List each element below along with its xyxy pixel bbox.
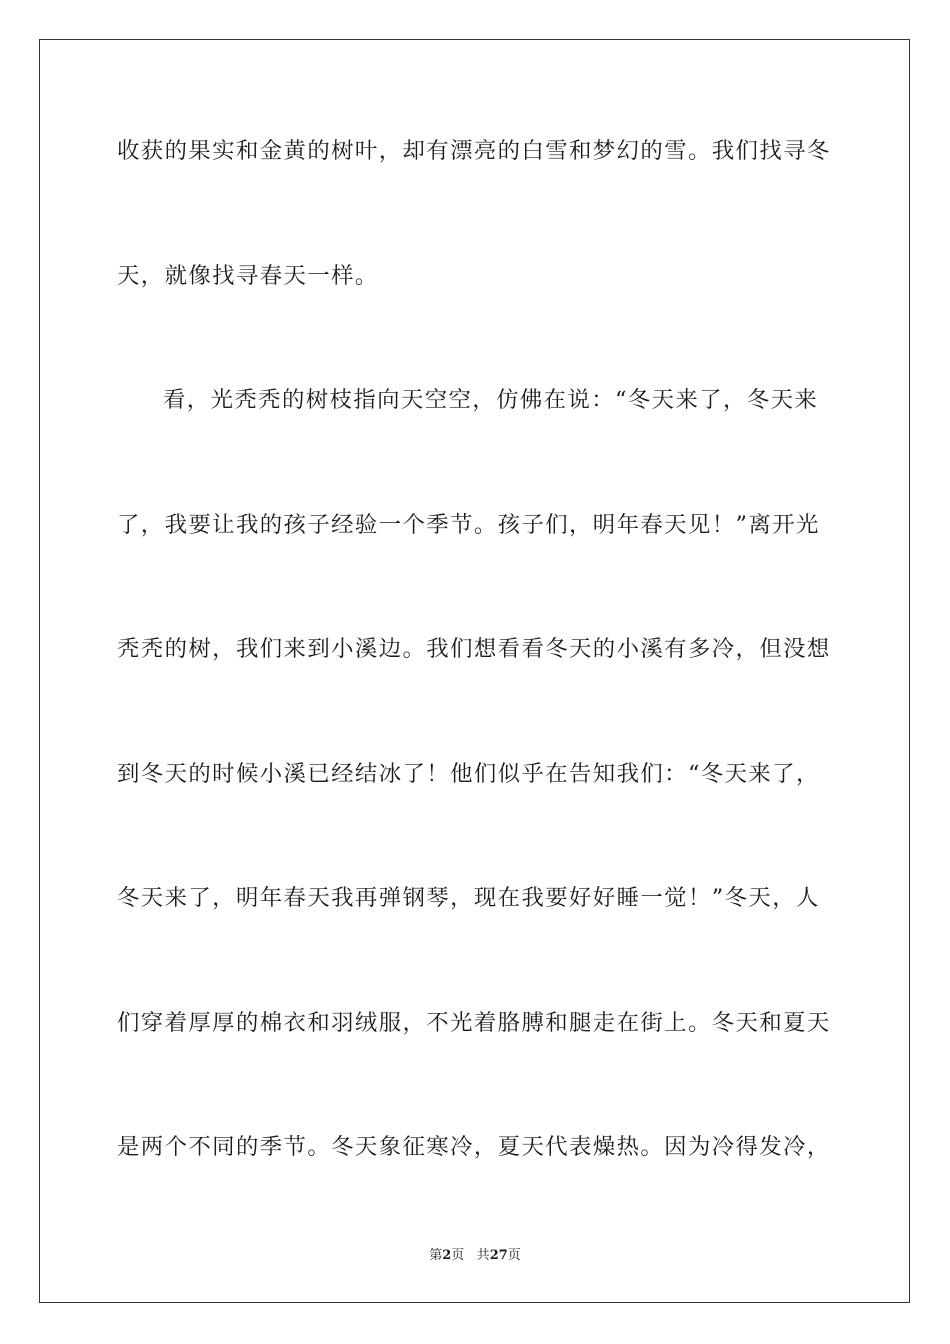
total-pages: 27 xyxy=(489,1248,508,1263)
total-prefix: 共 xyxy=(476,1248,490,1263)
text-line-3: 看，光秃秃的树枝指向天空空，仿佛在说：“冬天来了，冬天来 xyxy=(163,387,819,413)
page-prefix: 第 xyxy=(429,1248,443,1263)
total-suffix: 页 xyxy=(507,1248,521,1263)
text-line-5: 秃秃的树，我们来到小溪边。我们想看看冬天的小溪有多冷，但没想 xyxy=(117,636,831,662)
page-number: 2 xyxy=(442,1248,452,1263)
page-suffix: 页 xyxy=(451,1248,465,1263)
text-line-7: 冬天来了，明年春天我再弹钢琴，现在我要好好睡一觉！”冬天，人 xyxy=(117,885,820,911)
text-line-9: 是两个不同的季节。冬天象征寒冷，夏天代表燥热。因为冷得发冷， xyxy=(117,1134,831,1160)
body-text xyxy=(117,121,837,1242)
text-line-2: 天，就像找寻春天一样。 xyxy=(117,262,379,289)
page-footer xyxy=(0,1246,950,1266)
text-line-8: 们穿着厚厚的棉衣和羽绒服，不光着胳膊和腿走在街上。冬天和夏天 xyxy=(117,1009,831,1036)
text-line-6: 到冬天的时候小溪已经结冰了！他们似乎在告知我们：“冬天来了， xyxy=(117,760,820,787)
text-line-1: 收获的果实和金黄的树叶，却有漂亮的白雪和梦幻的雪。我们找寻冬 xyxy=(117,138,831,164)
text-line-4: 了，我要让我的孩子经验一个季节。孩子们，明年春天见！”离开光 xyxy=(117,511,820,538)
